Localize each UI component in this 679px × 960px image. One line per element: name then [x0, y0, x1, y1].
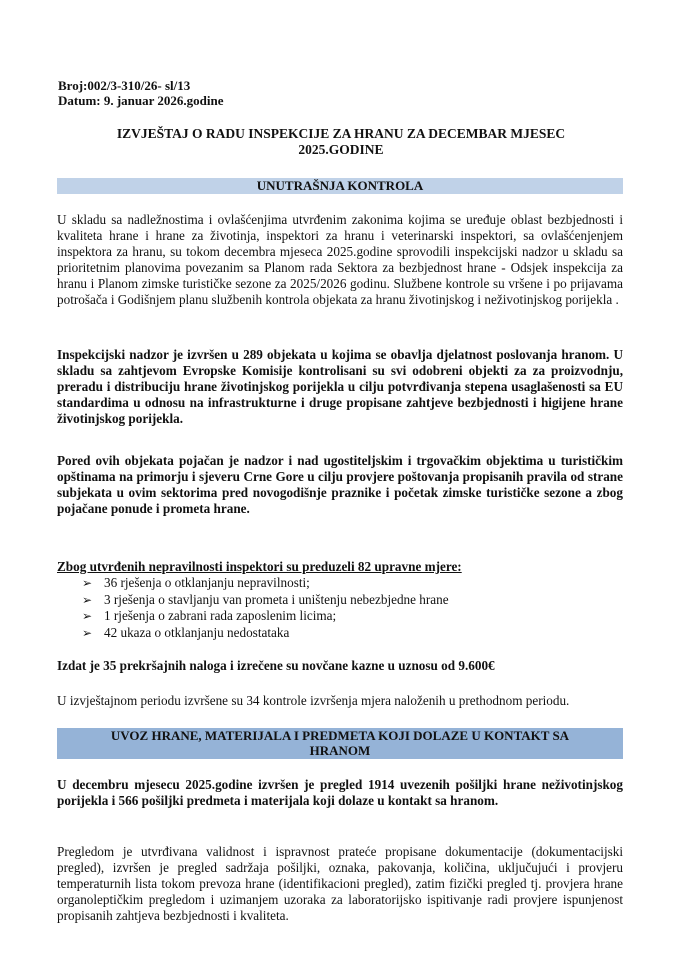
fines-paragraph: Izdat je 35 prekršajnih naloga i izrečene su novčane kazne u uznosu od 9.600€: [57, 658, 495, 673]
intro-paragraph: U skladu sa nadležnostima i ovlašćenjima utvrđenim zakonima kojima se uređuje oblast bezbjednosti i kvaliteta hrane i hrane za životinja, inspektori za hranu i veterinarski inspektori, sa ovlašćenjenjem inspektora za hranu, su tokom decembra mjeseca 2025.godine sprovodili inspekcijski nadzor u skladu sa prioritetnim planovima povezanim sa Planom rada Sektora za bezbjednost hrane - Odsjek inspekcija za hranu i Planom zimske turističke sezone za 2025/2026 godinu. Službene kontrole su vršene i po prijavama potrošača i Godišnjem planu službenih kontrola objekata za hranu životinjskog i neživotinjskog porijekla .: [57, 212, 623, 308]
list-item: ➢ 36 rješenja o otklanjanju nepravilnosti;: [82, 575, 310, 590]
import-summary-paragraph: U decembru mjesecu 2025.godine izvršen je pregled 1914 uvezenih pošiljki hrane neživotinjskog porijekla i 566 pošiljki predmeta i materijala koji dolaze u kontakt sa hranom.: [57, 777, 623, 809]
import-inspection-paragraph: Pregledom je utvrđivana validnost i ispravnost prateće propisane dokumentacije (dokumentacijski pregled), izvršen je pregled sadržaja pošiljki, oznaka, pakovanja, količina, uključujući i provjeru temperaturnih lista tokom prevoza hrane (identifikacioni pregled), zatim fizički pregled tj. provjera hrane organoleptičkim pregledom i uzimanjem uzoraka za laboratorijsko ispitivanje radi provjere ispunjenost propisanih zahtjeva bezbjednosti i kvaliteta.: [57, 844, 623, 924]
section-heading-import-line2: HRANOM: [309, 743, 371, 758]
measures-heading: Zbog utvrđenih nepravilnosti inspektori su preduzeli 82 upravne mjere:: [57, 559, 462, 574]
list-item: ➢ 1 rješenja o zabrani rada zaposlenim licima;: [82, 608, 337, 623]
arrow-bullet-icon: ➢: [82, 625, 93, 640]
document-date: Datum: 9. januar 2026.godine: [58, 93, 224, 108]
arrow-bullet-icon: ➢: [82, 609, 93, 623]
tourism-paragraph: Pored ovih objekata pojačan je nadzor i nad ugostiteljskim i trgovačkim objektima u turističkim opštinama na primorju i sjeveru Crne Gore u cilju provjere poštovanja propisanih pravila od strane subjekata u ovim sektorima pred novogodišnje praznike i početak zimske turističke sezone a zbog pojačane ponude i prometa hrane.: [57, 453, 623, 517]
measures-list: [82, 575, 449, 641]
document-header: [58, 78, 224, 108]
arrow-bullet-icon: ➢: [82, 576, 93, 590]
report-title: [58, 126, 624, 158]
report-title-line1: IZVJEŠTAJ O RADU INSPEKCIJE ZA HRANU ZA DECEMBAR MJESEC: [116, 126, 566, 141]
inspection-summary-paragraph: Inspekcijski nadzor je izvršen u 289 objekata u kojima se obavlja djelatnost poslovanja hranom. U skladu sa zahtjevom Evropske Komisije kontrolisani su svi odobreni objekti za za proizvodnju, preradu i distribuciju hrane životinjskog porijekla u cilju potvrđivanja stepena usaglašenosti sa EU standardima u odnosu na infrastrukturne i druge propisane zahtjeve bezbjednosti i higijene hrane životinjskog porijekla.: [57, 347, 623, 427]
followup-paragraph: U izvještajnom periodu izvršene su 34 kontrole izvršenja mjera naloženih u prethodnom periodu.: [57, 693, 570, 708]
list-item: ➢ 42 ukaza o otklanjanju nedostataka: [82, 624, 290, 640]
list-item: ➢ 3 rješenja o stavljanju van prometa i uništenju nebezbjedne hrane: [82, 591, 449, 607]
section-heading-import-line1: UVOZ HRANE, MATERIJALA I PREDMETA KOJI DOLAZE U KONTAKT SA: [110, 728, 570, 743]
section-heading-internal-control: UNUTRAŠNJA KONTROLA: [57, 178, 623, 194]
document-number: Broj:002/3-310/26- sl/13: [58, 78, 191, 93]
section-heading-import: [57, 728, 623, 759]
report-title-line2: 2025.GODINE: [298, 142, 384, 157]
arrow-bullet-icon: ➢: [82, 592, 93, 607]
